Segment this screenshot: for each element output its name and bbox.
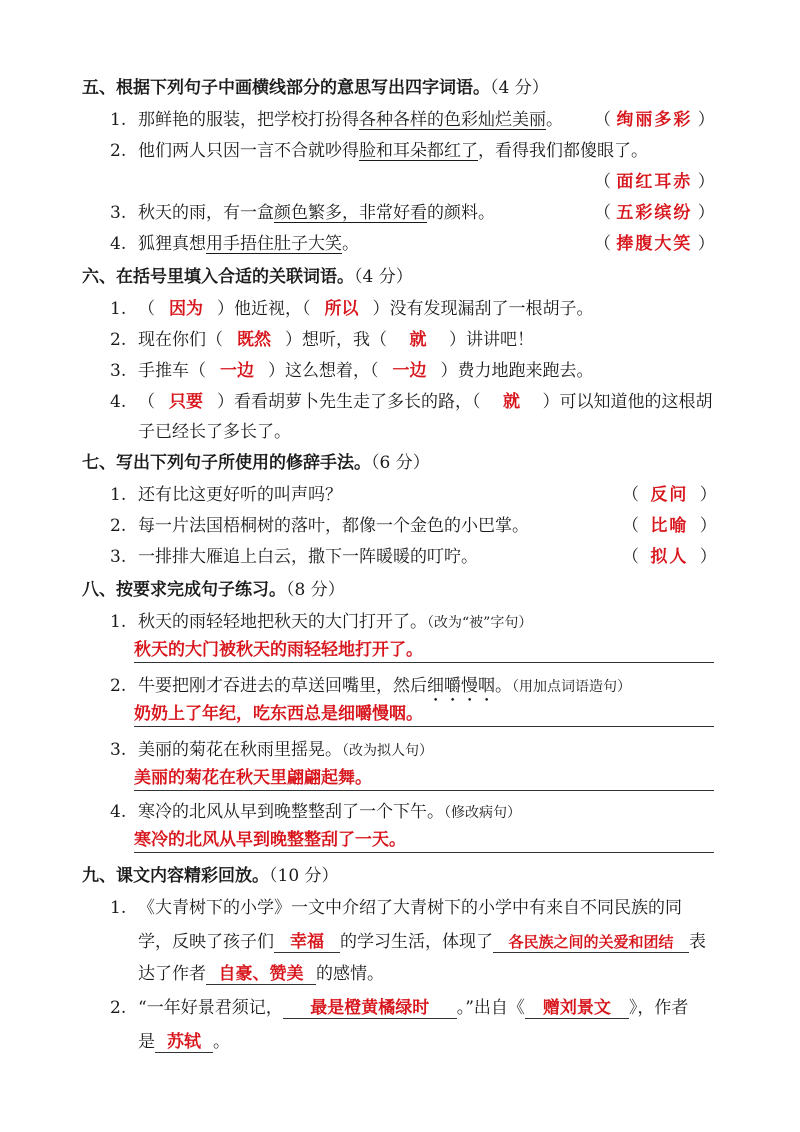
section-8-title: 八、按要求完成句子练习。（8 分） bbox=[82, 580, 345, 600]
s5-item-1: 1. 那鲜艳的服装，把学校打扮得各种各样的色彩灿烂美丽。 bbox=[110, 110, 563, 130]
s9-item-1-line-3: 达了作者 自豪、赞美 的感情。 bbox=[138, 964, 384, 984]
section-9-title: 九、课文内容精彩回放。（10 分） bbox=[82, 866, 339, 886]
s7-answer-2: （ 比喻 ） bbox=[622, 516, 717, 536]
s8-answer-line-3: 美丽的菊花在秋天里翩翩起舞。 bbox=[134, 764, 714, 791]
s8-answer-line-1: 秋天的大门被秋天的雨轻轻地打开了。 bbox=[134, 636, 714, 663]
section-6-title: 六、在括号里填入合适的关联词语。（4 分） bbox=[82, 267, 413, 287]
s9-item-2-line-2: 是 苏轼 。 bbox=[138, 1032, 230, 1052]
s6-item-1: 1. （ 因为 ）他近视，（ 所以 ）没有发现漏刮了一根胡子。 bbox=[110, 299, 594, 319]
section-7-title: 七、写出下列句子所使用的修辞手法。（6 分） bbox=[82, 453, 430, 473]
s5-answer-4: （ 捧腹大笑 ） bbox=[594, 234, 715, 254]
s8-item-4: 4. 寒冷的北风从早到晚整整刮了一个下午。（修改病句） bbox=[110, 802, 521, 822]
s7-item-3: 3. 一排排大雁追上白云，撒下一阵暖暖的叮咛。 bbox=[110, 547, 478, 567]
s5-answer-2: （ 面红耳赤 ） bbox=[594, 172, 715, 192]
s8-item-2: 2. 牛要把刚才吞进去的草送回嘴里，然后细嚼慢咽。（用加点词语造句） bbox=[110, 676, 631, 696]
s7-item-1: 1. 还有比这更好听的叫声吗？ bbox=[110, 485, 342, 505]
s5-item-3: 3. 秋天的雨，有一盒颜色繁多，非常好看的颜料。 bbox=[110, 203, 495, 223]
s5-item-2: 2. 他们两人只因一言不合就吵得脸和耳朵都红了，看得我们都傻眼了。 bbox=[110, 141, 648, 161]
s6-item-3: 3. 手推车（ 一边 ）这么想着，（ 一边 ）费力地跑来跑去。 bbox=[110, 361, 594, 381]
s8-answer-line-2: 奶奶上了年纪，吃东西总是细嚼慢咽。 bbox=[134, 700, 714, 727]
s9-item-2: 2. “一年好景君须记， 最是橙黄橘绿时 。”出自《 赠刘景文 》，作者 bbox=[110, 998, 689, 1018]
s5-item-4: 4. 狐狸真想用手捂住肚子大笑。 bbox=[110, 234, 359, 254]
s5-answer-1: （ 绚丽多彩 ） bbox=[594, 110, 715, 130]
s6-item-4-cont: 子已经长了多长了。 bbox=[138, 422, 291, 442]
s8-item-3: 3. 美丽的菊花在秋雨里摇晃。（改为拟人句） bbox=[110, 740, 433, 760]
s9-item-1: 1. 《大青树下的小学》一文中介绍了大青树下的小学中有来自不同民族的同 bbox=[110, 898, 682, 918]
s7-answer-1: （ 反问 ） bbox=[622, 485, 717, 505]
s7-item-2: 2. 每一片法国梧桐树的落叶，都像一个金色的小巴掌。 bbox=[110, 516, 529, 536]
s6-item-4: 4. （ 只要 ）看看胡萝卜先生走了多长的路，（ 就 ）可以知道他的这根胡 bbox=[110, 392, 713, 412]
s7-answer-3: （ 拟人 ） bbox=[622, 547, 717, 567]
s9-item-1-line-2: 学，反映了孩子们 幸福 的学习生活，体现了 各民族之间的关爱和团结 表 bbox=[138, 932, 706, 952]
section-5-title: 五、根据下列句子中画横线部分的意思写出四字词语。（4 分） bbox=[82, 78, 549, 98]
s8-answer-line-4: 寒冷的北风从早到晚整整刮了一天。 bbox=[134, 826, 714, 853]
s6-item-2: 2. 现在你们（ 既然 ）想听，我（ 就 ）讲讲吧！ bbox=[110, 330, 534, 350]
s5-answer-3: （ 五彩缤纷 ） bbox=[594, 203, 715, 223]
s8-item-1: 1. 秋天的雨轻轻地把秋天的大门打开了。（改为“被”字句） bbox=[110, 612, 533, 632]
